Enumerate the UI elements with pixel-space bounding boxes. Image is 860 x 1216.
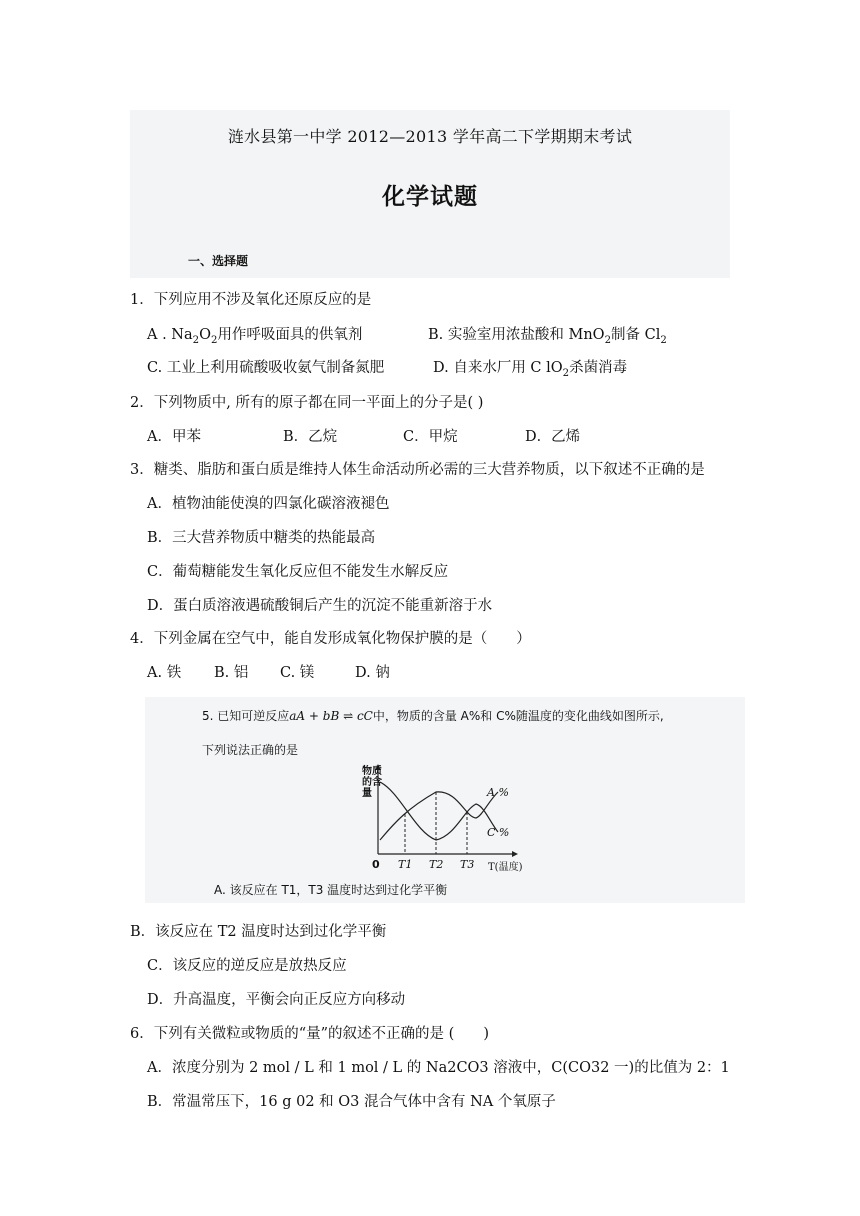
q5-option-b: B．该反应在 T2 温度时达到过化学平衡 — [130, 924, 387, 940]
q6-option-b: B．常温常压下，16 g 02 和 O3 混合气体中含有 NA 个氧原子 — [147, 1094, 556, 1110]
q4-option-a: A. 铁 — [147, 665, 182, 681]
q1-option-c: C. 工业上利用硫酸吸收氨气制备氮肥 — [147, 360, 385, 376]
q5-tick-t1: T1 — [398, 858, 413, 871]
q2-option-b: B．乙烷 — [283, 429, 338, 445]
q1-stem: 1．下列应用不涉及氧化还原反应的是 — [130, 292, 372, 308]
q5-stem-line2: 下列说法正确的是 — [202, 743, 299, 757]
q3-option-b: B．三大营养物质中糖类的热能最高 — [147, 530, 376, 546]
exam-title: 涟水县第一中学 2012—2013 学年高二下学期期末考试 — [227, 127, 633, 146]
q5-series-a-label: A % — [487, 786, 509, 799]
q5-curve-c — [380, 782, 498, 840]
q1-option-b: B. 实验室用浓盐酸和 MnO$_2$制备 $Cl_2$ — [428, 327, 667, 346]
q6-option-a: A．浓度分别为 2 mol / L 和 1 mol / L 的 Na2CO3 溶液中，C(CO32 一)的比值为 2：1 — [147, 1060, 730, 1076]
q5-tick-t2: T2 — [429, 858, 444, 871]
q5-option-d: D．升高温度，平衡会向正反应方向移动 — [147, 992, 406, 1008]
q5-stem-line1: 5. 已知可逆反应aA + bB ⇌ cC中，物质的含量 A%和 C%随温度的变化曲线如图所示, — [202, 709, 664, 723]
q3-stem: 3．糖类、脂肪和蛋白质是维持人体生命活动所必需的三大营养物质，以下叙述不正确的是 — [130, 462, 705, 478]
q4-stem: 4．下列金属在空气中，能自发形成氧化物保护膜的是（ ） — [130, 631, 531, 647]
q2-stem: 2．下列物质中, 所有的原子都在同一平面上的分子是( ) — [130, 395, 484, 411]
q3-option-c: C．葡萄糖能发生氧化反应但不能发生水解反应 — [147, 564, 449, 580]
subject-title: 化学试题 — [382, 184, 478, 210]
q5-origin: 0 — [372, 858, 380, 871]
q5-ylabel: 物质的含量 — [362, 766, 382, 799]
q5-option-c: C．该反应的逆反应是放热反应 — [147, 958, 347, 974]
q5-tick-t3: T3 — [460, 858, 475, 871]
q5-option-a: A. 该反应在 T1，T3 温度时达到过化学平衡 — [214, 883, 448, 897]
q5-series-c-label: C % — [487, 826, 510, 839]
q6-stem: 6．下列有关微粒或物质的“量”的叙述不正确的是 ( ) — [130, 1026, 489, 1042]
q2-option-d: D．乙烯 — [525, 429, 581, 445]
q1-option-d: D. 自来水厂用 C $lO_2$杀菌消毒 — [433, 360, 628, 379]
q5-xlabel: T(温度) — [488, 862, 523, 873]
section-title: 一、选择题 — [188, 254, 249, 268]
q2-option-a: A．甲苯 — [147, 429, 201, 445]
q5-curve-figure — [360, 762, 523, 873]
q4-option-d: D. 钠 — [355, 665, 390, 681]
q3-option-a: A．植物油能使溴的四氯化碳溶液褪色 — [147, 496, 390, 512]
q5-x-axis-arrow — [512, 851, 518, 857]
q1-option-a: A . $Na_2O_2$用作呼吸面具的供氧剂 — [147, 327, 363, 346]
q4-option-b: B. 铝 — [214, 665, 249, 681]
q3-option-d: D．蛋白质溶液遇硫酸铜后产生的沉淀不能重新溶于水 — [147, 598, 493, 614]
q4-option-c: C. 镁 — [280, 665, 315, 681]
q2-option-c: C．甲烷 — [403, 429, 458, 445]
